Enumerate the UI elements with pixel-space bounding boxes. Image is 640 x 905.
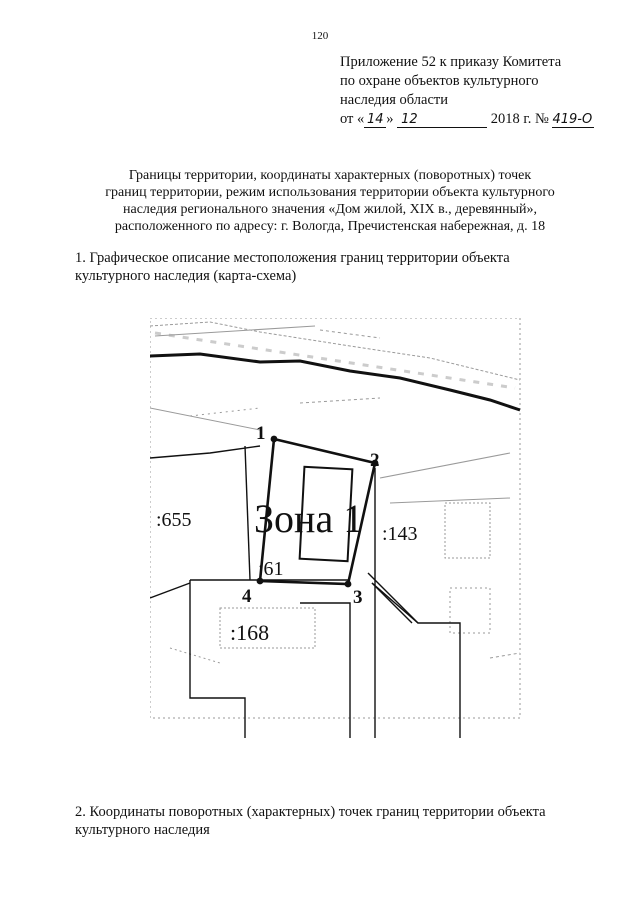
annex-line-1: Приложение 52 к приказу Комитета [340, 54, 562, 70]
section-2-line-2: культурного наследия [75, 822, 210, 838]
title-line-1: Границы территории, координаты характерных (поворотных) точек [128, 168, 532, 183]
section-1-line-1: 1. Графическое описание местоположения границ территории объекта [75, 250, 510, 266]
document-title [60, 167, 600, 235]
order-number-handwritten: 419-О [552, 112, 594, 128]
annex-header [340, 53, 594, 129]
date-month-handwritten: 12 [397, 112, 487, 128]
date-mid: » [386, 111, 394, 127]
page-number: 120 [311, 30, 329, 42]
title-line-2: границ территории, режим использования территории объекта культурного [105, 185, 555, 200]
section-2-heading [75, 803, 595, 839]
title-line-3: наследия регионального значения «Дом жилой, XIX в., деревянный», [123, 202, 537, 217]
section-1-line-2: культурного наследия (карта-схема) [75, 268, 297, 284]
annex-line-3: наследия области [340, 92, 449, 108]
section-1-heading [75, 249, 595, 285]
date-prefix: от « [340, 111, 365, 127]
adjacent-buildings [150, 446, 460, 738]
boundary-map [150, 318, 530, 738]
section-2-line-1: 2. Координаты поворотных (характерных) точек границ территории объекта [75, 804, 546, 820]
parcel-label-61: :61 [258, 558, 284, 580]
annex-date-line [340, 110, 594, 129]
point-label-2: 2 [370, 450, 380, 471]
parcel-label-168: :168 [230, 620, 270, 645]
date-day-handwritten: 14 [364, 112, 386, 128]
parcel-label-655: :655 [156, 509, 192, 531]
parcel-label-143: :143 [382, 523, 418, 545]
embankment-road [150, 322, 520, 410]
date-year: 2018 г. № [490, 111, 549, 127]
zone-label: Зона 1 [254, 496, 364, 541]
annex-line-2: по охране объектов культурного [340, 73, 539, 89]
point-label-4: 4 [242, 586, 252, 607]
point-label-3: 3 [353, 587, 363, 608]
title-line-4: расположенного по адресу: г. Вологда, Пречистенская набережная, д. 18 [114, 219, 546, 234]
point-label-1: 1 [256, 423, 266, 444]
